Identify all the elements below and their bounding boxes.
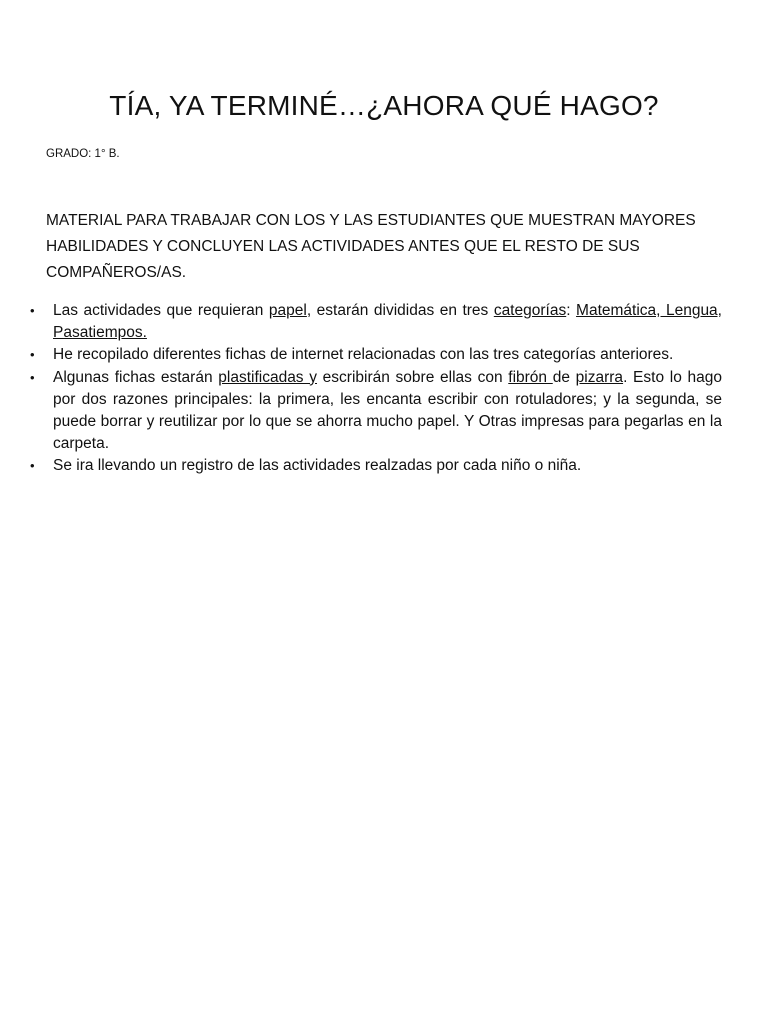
bullet-item-4	[30, 455, 722, 477]
intro-paragraph: MATERIAL PARA TRABAJAR CON LOS Y LAS ESTUDIANTES QUE MUESTRAN MAYORES HABILIDADES Y CONCLUYEN LAS ACTIVIDADES ANTES QUE EL RESTO DE SUS COMPAÑEROS/AS.	[46, 212, 696, 281]
bullet-text: :	[566, 302, 577, 319]
bullet-item-3	[30, 367, 722, 456]
bullet-item-2	[30, 344, 722, 366]
document-title: TÍA, YA TERMINÉ…¿AHORA QUÉ HAGO?	[109, 90, 659, 121]
bullet-item-1	[30, 300, 722, 344]
bullet-dot-icon: •	[30, 347, 35, 363]
grade-label: GRADO: 1° B.	[46, 148, 120, 160]
bullet-text: Se ira llevando un registro de las actividades realzadas por cada niño o niña.	[53, 457, 582, 475]
bullet-text: escribirán sobre ellas con	[317, 368, 509, 386]
underlined-term-pizarra: pizarra	[575, 368, 624, 386]
bullet-text: Las actividades que requieran	[53, 302, 269, 319]
underlined-term-categorias: categorías	[493, 302, 567, 319]
bullet-text: de	[552, 368, 576, 386]
underlined-term-papel: papel	[268, 302, 307, 319]
underlined-term-fibron: fibrón	[508, 368, 553, 386]
bullet-dot-icon: •	[30, 303, 35, 318]
bullet-dot-icon: •	[30, 458, 35, 474]
bullet-text: . Esto lo hago por dos razones principales: la primera, les encanta escribir con rotuladores; y la segunda, se puede borrar y reutilizar por lo que se ahorra mucho papel. Y Otras impresas para pegarlas en la carpeta.	[53, 368, 722, 453]
underlined-category-list: Matemática, Lengua, Pasatiempos.	[53, 302, 722, 342]
activity-bullet-list	[0, 300, 768, 478]
bullet-dot-icon: •	[30, 369, 35, 385]
underlined-term-plastificadas: plastificadas y	[218, 368, 317, 386]
bullet-text: He recopilado diferentes fichas de internet relacionadas con las tres categorías anteriores.	[53, 346, 674, 364]
bullet-text: Algunas fichas estarán	[53, 368, 219, 386]
bullet-text: , estarán divididas en tres	[306, 302, 494, 319]
